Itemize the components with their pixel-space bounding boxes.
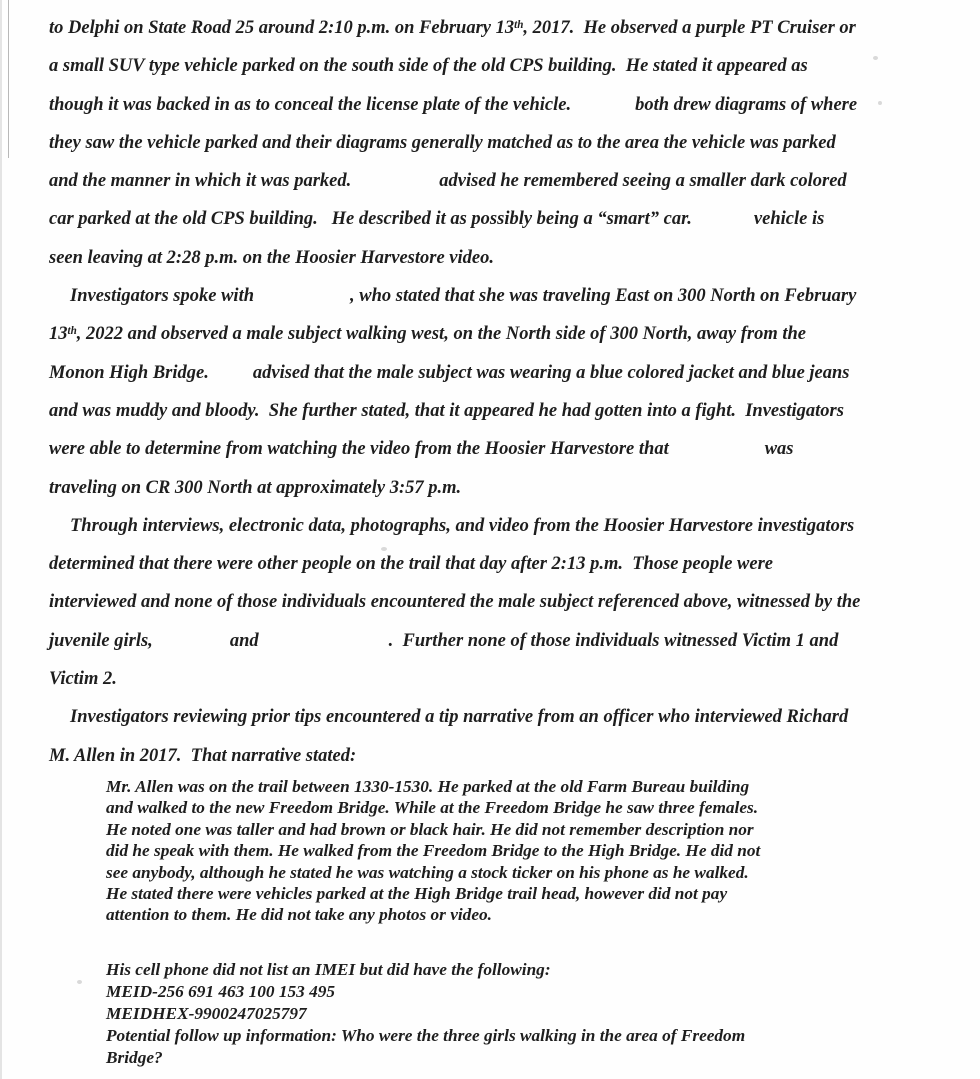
redaction-gap: [259, 645, 389, 646]
text-run: interviewed and none of those individuals encountered the male subject referenced above, witnessed by the: [49, 592, 861, 613]
text-run: were able to determine from watching the video from the Hoosier Harvestore that: [49, 439, 669, 460]
document-line: [49, 354, 974, 392]
text-run: seen leaving at 2:28 p.m. on the Hoosier Harvestore video.: [49, 247, 494, 268]
document-line: [106, 1003, 936, 1025]
text-run: He noted one was taller and had brown or black hair. He did not remember description nor: [106, 819, 754, 839]
document-line: [49, 315, 974, 353]
text-run: He stated there were vehicles parked at the High Bridge trail head, however did not pay: [106, 884, 728, 904]
text-run: determined that there were other people on the trail that day after 2:13 p.m. Those people were: [49, 554, 774, 575]
text-run: Bridge?: [106, 1048, 163, 1067]
document-line: [49, 737, 974, 775]
document-line: [49, 239, 974, 277]
ordinal-suffix: th: [67, 325, 77, 338]
document-line: [49, 622, 974, 660]
document-line: [106, 776, 936, 797]
text-run: and walked to the new Freedom Bridge. While at the Freedom Bridge he saw three females.: [106, 798, 759, 818]
document-line: [106, 1025, 936, 1047]
text-run: , 2022 and observed a male subject walking west, on the North side of 300 North, away from the: [76, 324, 806, 345]
document-line: [49, 583, 974, 621]
text-run: , 2017. He observed a purple PT Cruiser or: [523, 18, 856, 38]
text-run: Through interviews, electronic data, photographs, and video from the Hoosier Harvestore investigators: [70, 515, 855, 536]
text-run: advised he remembered seeing a smaller dark colored: [439, 171, 847, 192]
document-line: [106, 1047, 936, 1069]
document-line: [106, 819, 936, 840]
text-run: His cell phone did not list an IMEI but did have the following:: [106, 960, 551, 979]
document-line: [70, 507, 974, 545]
document-line: [106, 959, 936, 981]
text-run: advised that the male subject was wearing a blue colored jacket and blue jeans: [252, 362, 850, 383]
text-run: was: [764, 439, 794, 460]
redaction-gap: [254, 300, 350, 301]
text-run: did he speak with them. He walked from the Freedom Bridge to the High Bridge. He did not: [106, 841, 761, 861]
document-line: [106, 862, 936, 883]
document-line: [49, 660, 974, 698]
text-run: a small SUV type vehicle parked on the south side of the old CPS building. He stated it appeared as: [49, 56, 808, 77]
text-run: 13: [49, 324, 68, 345]
text-run: MEIDHEX-9900247025797: [106, 1004, 307, 1023]
scan-speck-artifact: [77, 980, 82, 984]
redaction-gap: [351, 185, 439, 186]
text-run: see anybody, although he stated he was watching a stock ticker on his phone as he walked.: [106, 862, 749, 882]
document-line: [49, 9, 974, 47]
text-run: car parked at the old CPS building. He described it as possibly being a “smart” car.: [49, 209, 692, 230]
text-run: Investigators spoke with: [70, 286, 254, 307]
text-run: Mr. Allen was on the trail between 1330-1530. He parked at the old Farm Bureau building: [106, 777, 750, 796]
redaction-gap: [692, 223, 754, 224]
cell-phone-info-block: [106, 959, 936, 1069]
document-line: [49, 124, 974, 162]
text-run: they saw the vehicle parked and their diagrams generally matched as to the area the vehicle was parked: [49, 132, 836, 153]
text-run: and the manner in which it was parked.: [49, 171, 352, 192]
redaction-gap: [571, 109, 635, 110]
document-line: [106, 797, 936, 818]
document-body-text: [49, 9, 974, 775]
document-line: [49, 392, 974, 430]
text-run: MEID-256 691 463 100 153 495: [106, 982, 335, 1001]
text-run: . Further none of those individuals witnessed Victim 1 and: [388, 630, 839, 651]
text-run: juvenile girls,: [49, 630, 153, 651]
text-run: , who stated that she was traveling East on 300 North on February: [350, 286, 857, 307]
text-run: Potential follow up information: Who were the three girls walking in the area of Freedom: [106, 1026, 746, 1045]
ordinal-suffix: th: [514, 19, 524, 32]
text-run: Investigators reviewing prior tips encountered a tip narrative from an officer who interviewed Richard: [70, 707, 849, 728]
document-line: [106, 840, 936, 861]
document-line: [106, 904, 936, 925]
text-run: M. Allen in 2017. That narrative stated:: [49, 745, 357, 766]
redaction-gap: [669, 453, 765, 454]
text-run: Monon High Bridge.: [49, 362, 209, 383]
text-run: Victim 2.: [49, 669, 117, 690]
document-line: [49, 430, 974, 468]
scan-edge-artifact: [0, 0, 2, 1079]
document-line: [70, 277, 974, 315]
document-line: [49, 86, 974, 124]
redaction-gap: [153, 645, 230, 646]
text-run: vehicle is: [753, 209, 825, 230]
text-run: and: [229, 630, 259, 651]
text-run: to Delphi on State Road 25 around 2:10 p.m. on February 13: [49, 18, 515, 38]
document-line: [49, 162, 974, 200]
document-line: [70, 698, 974, 736]
text-run: though it was backed in as to conceal the license plate of the vehicle.: [49, 94, 572, 115]
text-run: traveling on CR 300 North at approximately 3:57 p.m.: [49, 477, 462, 498]
tip-narrative-quote-block: [106, 776, 936, 926]
text-run: both drew diagrams of where: [635, 94, 858, 115]
document-line: [106, 883, 936, 904]
document-line: [49, 469, 974, 507]
scan-line-artifact: [8, 0, 9, 158]
text-run: and was muddy and bloody. She further stated, that it appeared he had gotten into a fight. Investigators: [49, 400, 844, 421]
document-line: [106, 981, 936, 1003]
document-line: [49, 47, 974, 85]
document-line: [49, 200, 974, 238]
redaction-gap: [209, 377, 253, 378]
document-line: [49, 545, 974, 583]
text-run: attention to them. He did not take any photos or video.: [106, 905, 492, 925]
